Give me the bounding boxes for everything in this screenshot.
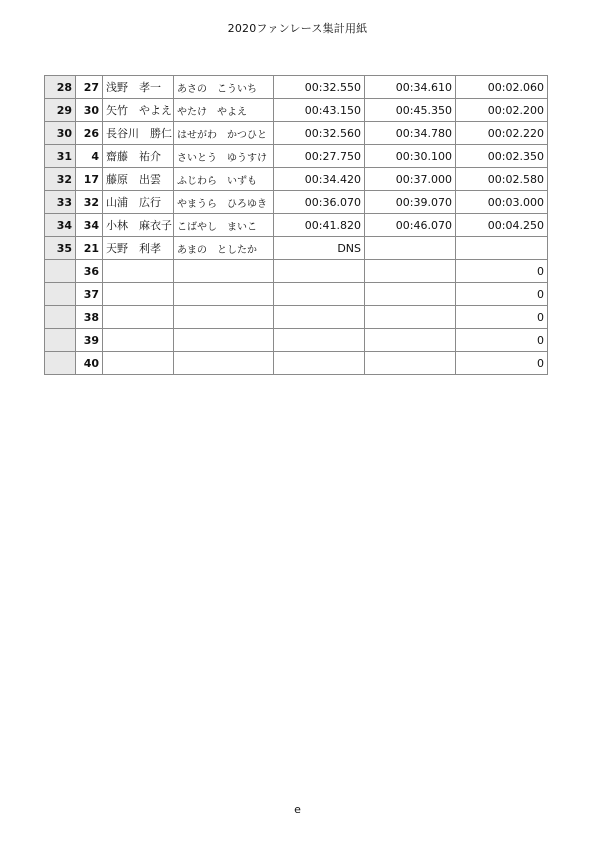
place-cell: 32: [45, 168, 76, 191]
kana-cell: [174, 306, 274, 329]
bib-cell: 32: [76, 191, 103, 214]
page-number: e: [294, 803, 301, 816]
time2-cell: [365, 237, 456, 260]
table-row: [45, 214, 548, 237]
kana-cell: やたけ やよえ: [174, 99, 274, 122]
place-cell: [45, 283, 76, 306]
time2-cell: [365, 260, 456, 283]
name-cell: [103, 260, 174, 283]
time1-cell: 00:32.550: [274, 76, 365, 99]
diff-cell: 00:02.350: [456, 145, 548, 168]
place-cell: 31: [45, 145, 76, 168]
bib-cell: 40: [76, 352, 103, 375]
place-cell: 34: [45, 214, 76, 237]
time2-cell: [365, 329, 456, 352]
table-row: [45, 145, 548, 168]
diff-cell: 0: [456, 283, 548, 306]
table-row: [45, 99, 548, 122]
name-cell: [103, 306, 174, 329]
name-cell: 矢竹 やよえ: [103, 99, 174, 122]
kana-cell: はせがわ かつひと: [174, 122, 274, 145]
diff-cell: 00:04.250: [456, 214, 548, 237]
diff-cell: 00:02.580: [456, 168, 548, 191]
place-cell: [45, 352, 76, 375]
name-cell: 浅野 孝一: [103, 76, 174, 99]
time2-cell: [365, 352, 456, 375]
time2-cell: 00:46.070: [365, 214, 456, 237]
diff-cell: 00:02.220: [456, 122, 548, 145]
table-row: [45, 237, 548, 260]
kana-cell: あまの としたか: [174, 237, 274, 260]
name-cell: 小林 麻衣子: [103, 214, 174, 237]
table-row: [45, 168, 548, 191]
bib-cell: 36: [76, 260, 103, 283]
results-table: [44, 75, 548, 375]
time1-cell: [274, 283, 365, 306]
time1-cell: 00:27.750: [274, 145, 365, 168]
diff-cell: 00:03.000: [456, 191, 548, 214]
results-table-body: [45, 76, 548, 375]
kana-cell: やまうら ひろゆき: [174, 191, 274, 214]
page-title: 2020ファンレース集計用紙: [227, 22, 368, 35]
time2-cell: [365, 283, 456, 306]
time1-cell: [274, 329, 365, 352]
diff-cell: 0: [456, 260, 548, 283]
table-row: [45, 329, 548, 352]
kana-cell: [174, 329, 274, 352]
name-cell: 天野 利孝: [103, 237, 174, 260]
time2-cell: 00:45.350: [365, 99, 456, 122]
kana-cell: [174, 283, 274, 306]
table-row: [45, 191, 548, 214]
name-cell: 藤原 出雲: [103, 168, 174, 191]
place-cell: 35: [45, 237, 76, 260]
table-row: [45, 76, 548, 99]
time1-cell: 00:43.150: [274, 99, 365, 122]
name-cell: [103, 283, 174, 306]
place-cell: 33: [45, 191, 76, 214]
time2-cell: 00:34.780: [365, 122, 456, 145]
place-cell: 28: [45, 76, 76, 99]
time1-cell: [274, 306, 365, 329]
diff-cell: 00:02.200: [456, 99, 548, 122]
name-cell: 長谷川 勝仁: [103, 122, 174, 145]
time2-cell: 00:34.610: [365, 76, 456, 99]
bib-cell: 39: [76, 329, 103, 352]
bib-cell: 27: [76, 76, 103, 99]
diff-cell: [456, 237, 548, 260]
bib-cell: 21: [76, 237, 103, 260]
time2-cell: 00:39.070: [365, 191, 456, 214]
bib-cell: 17: [76, 168, 103, 191]
bib-cell: 30: [76, 99, 103, 122]
kana-cell: ふじわら いずも: [174, 168, 274, 191]
kana-cell: [174, 260, 274, 283]
place-cell: [45, 306, 76, 329]
place-cell: 30: [45, 122, 76, 145]
time1-cell: 00:36.070: [274, 191, 365, 214]
bib-cell: 26: [76, 122, 103, 145]
name-cell: [103, 329, 174, 352]
time2-cell: 00:37.000: [365, 168, 456, 191]
diff-cell: 0: [456, 352, 548, 375]
kana-cell: あさの こういち: [174, 76, 274, 99]
table-row: [45, 306, 548, 329]
place-cell: [45, 260, 76, 283]
time2-cell: 00:30.100: [365, 145, 456, 168]
kana-cell: [174, 352, 274, 375]
time1-cell: 00:34.420: [274, 168, 365, 191]
time1-cell: [274, 352, 365, 375]
name-cell: [103, 352, 174, 375]
bib-cell: 37: [76, 283, 103, 306]
bib-cell: 34: [76, 214, 103, 237]
diff-cell: 0: [456, 306, 548, 329]
time1-cell: [274, 260, 365, 283]
table-row: [45, 352, 548, 375]
kana-cell: こばやし まいこ: [174, 214, 274, 237]
time1-cell: DNS: [274, 237, 365, 260]
table-row: [45, 122, 548, 145]
time2-cell: [365, 306, 456, 329]
diff-cell: 00:02.060: [456, 76, 548, 99]
place-cell: 29: [45, 99, 76, 122]
table-row: [45, 260, 548, 283]
time1-cell: 00:32.560: [274, 122, 365, 145]
name-cell: 齋藤 祐介: [103, 145, 174, 168]
bib-cell: 4: [76, 145, 103, 168]
kana-cell: さいとう ゆうすけ: [174, 145, 274, 168]
bib-cell: 38: [76, 306, 103, 329]
diff-cell: 0: [456, 329, 548, 352]
place-cell: [45, 329, 76, 352]
name-cell: 山浦 広行: [103, 191, 174, 214]
time1-cell: 00:41.820: [274, 214, 365, 237]
table-row: [45, 283, 548, 306]
